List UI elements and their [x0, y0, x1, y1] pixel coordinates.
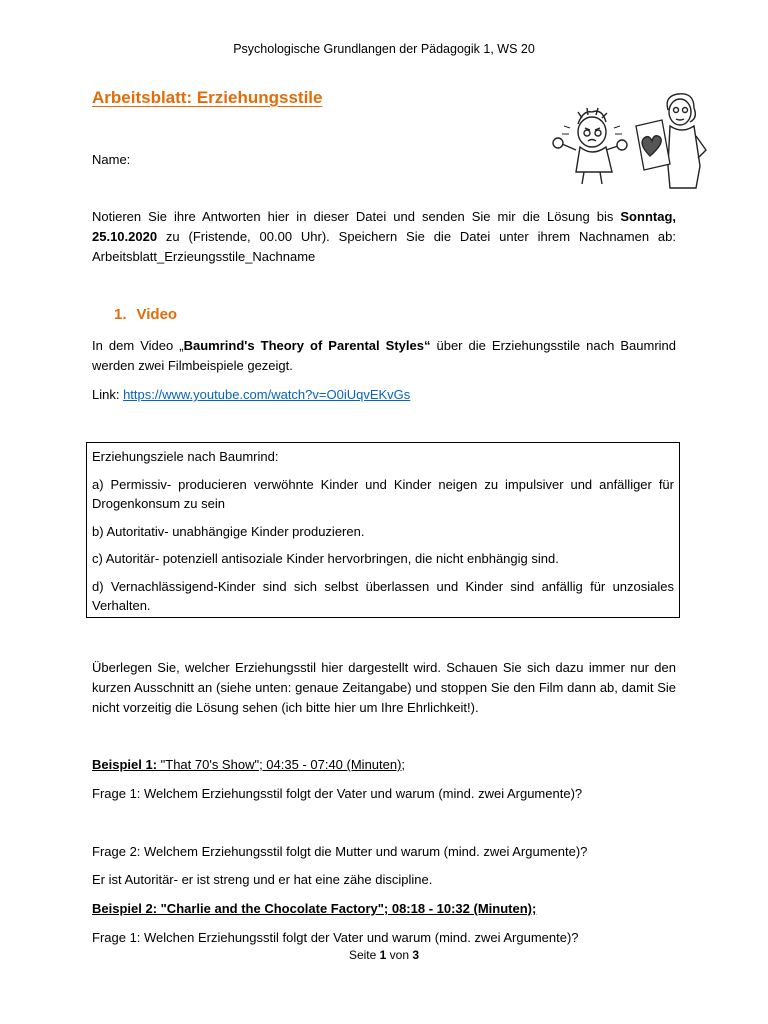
video-text-2: über die Erziehungsstile nach Baumrind werden zwei Filmbeispiele gezeigt. [92, 338, 676, 373]
box-item-authoritative: b) Autoritativ- unabhängige Kinder produzieren. [92, 523, 365, 539]
instruction-paragraph: Überlegen Sie, welcher Erziehungsstil hier dargestellt wird. Schauen Sie sich dazu immer nur den kurzen Ausschnitt an (siehe unten: genaue Zeitangabe) und stoppen Sie den Film dann ab, damit Sie nicht vorzeitig die Lösung sehen (ich bitte hier um Ihre Ehrlichkeit!). [92, 660, 676, 715]
youtube-link[interactable]: https://www.youtube.com/watch?v=O0iUqvEKvGs [123, 387, 411, 402]
parent-child-illustration [540, 90, 720, 190]
box-item-authoritarian: c) Autoritär- potenziell antisoziale Kinder hervorbringen, die nicht enbhängig sind. [92, 551, 559, 566]
box-item-permissive: a) Permissiv- producieren verwöhnte Kinder und Kinder neigen zu impulsiver und anfälliger für Drogenkonsum zu sein [92, 476, 674, 511]
baumrind-goals-box [86, 442, 680, 618]
example-2-label: Beispiel 2: [92, 901, 158, 916]
footer-total-pages: 3 [412, 948, 420, 962]
footer-current-page: 1 [379, 948, 387, 962]
name-label: Name: [92, 152, 131, 167]
link-label: Link: [92, 387, 124, 402]
example-1-heading [92, 755, 676, 775]
video-text-1: In dem Video „ [92, 338, 184, 353]
example-2-question-1: Frage 1: Welchen Erziehungsstil folgt der Vater und warum (mind. zwei Argumente)? [92, 930, 579, 945]
section-heading-video [114, 306, 177, 323]
box-heading: Erziehungsziele nach Baumrind: [92, 449, 279, 464]
example-2-text: "Charlie and the Chocolate Factory"; 08:18 - 10:32 (Minuten); [157, 901, 537, 916]
intro-text-2: zu (Fristende, 00.00 Uhr). Speichern Sie die Datei unter ihrem Nachnamen ab: Arbeitsblatt_Erzieungsstile_Nachname [92, 229, 676, 264]
example-1-question-1: Frage 1: Welchem Erziehungsstil folgt der Vater und warum (mind. zwei Argumente)? [92, 786, 583, 801]
intro-text-1: Notieren Sie ihre Antworten hier in dieser Datei und senden Sie mir die Lösung bis [92, 209, 621, 224]
angry-child-figure [553, 108, 627, 184]
footer-von: von [386, 948, 413, 962]
footer-seite: Seite [348, 948, 380, 962]
example-1-answer: Er ist Autoritär- er ist streng und er hat eine zähe discipline. [92, 872, 433, 887]
page-footer [0, 948, 768, 962]
intro-paragraph [92, 207, 676, 267]
worksheet-title: Arbeitsblatt: Erziehungsstile [92, 88, 323, 107]
link-line [92, 385, 676, 405]
video-title: Baumrind's Theory of Parental Styles“ [183, 338, 431, 353]
deadline-date: Sonntag, 25.10.2020 [92, 209, 676, 244]
box-item-neglectful: d) Vernachlässigend-Kinder sind sich selbst überlassen und Kinder sind anfällig für unzosiales Verhalten. [92, 578, 674, 613]
example-1-text: "That 70's Show"; 04:35 - 07:40 (Minuten); [157, 757, 406, 772]
example-1-question-2: Frage 2: Welchem Erziehungsstil folgt die Mutter und warum (mind. zwei Argumente)? [92, 844, 588, 859]
video-paragraph [92, 336, 676, 376]
section-number: 1. [114, 306, 127, 323]
page-header: Psychologische Grundlangen der Pädagogik 1, WS 20 [233, 42, 535, 56]
example-2-heading [92, 899, 676, 919]
example-1-label: Beispiel 1: [92, 757, 158, 772]
heart-drawing-paper [636, 120, 670, 170]
section-title: Video [136, 306, 178, 323]
